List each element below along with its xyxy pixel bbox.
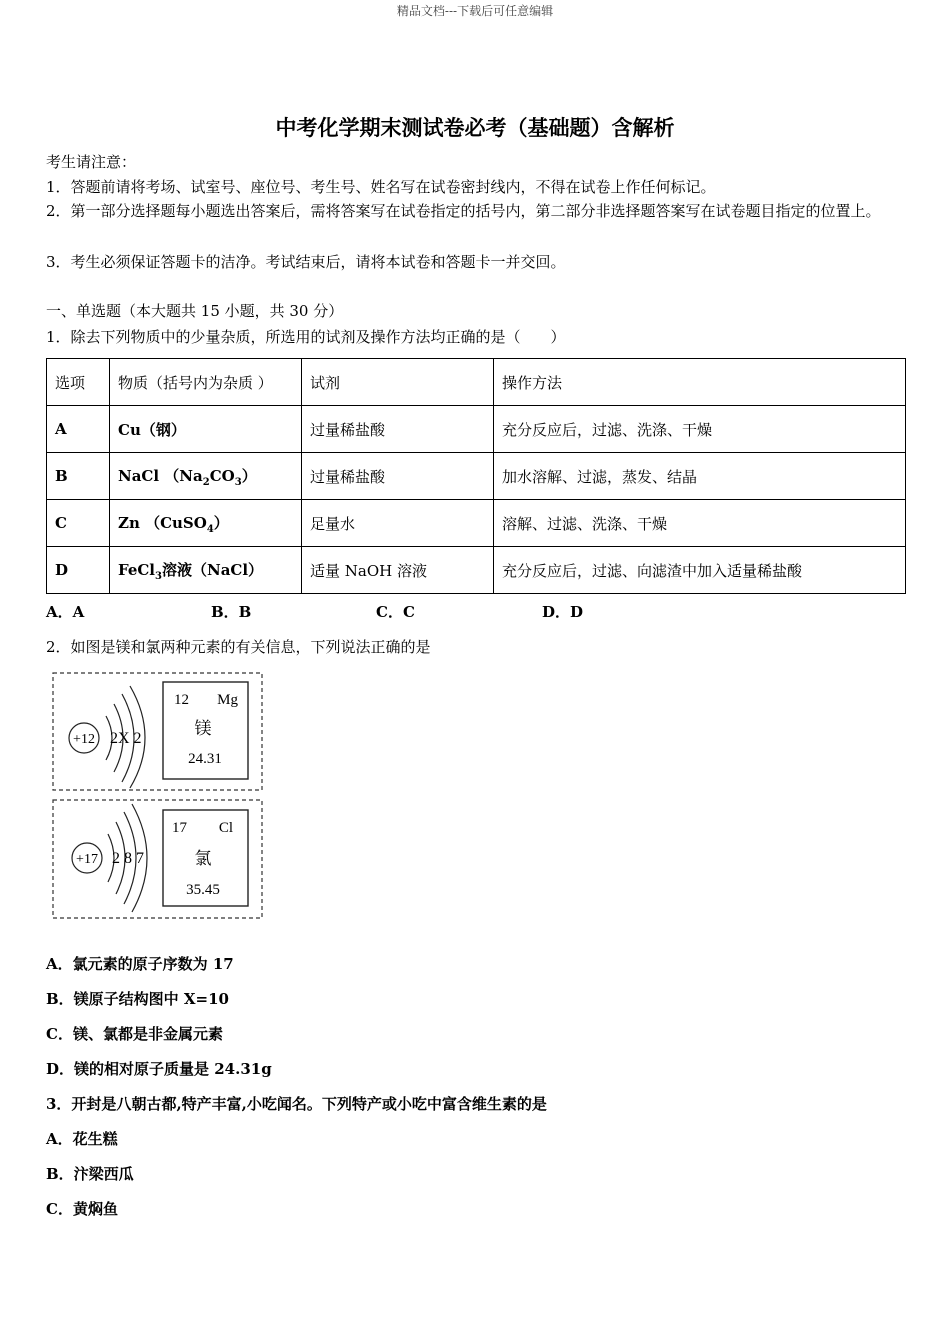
mg-name: 镁 bbox=[194, 719, 212, 738]
q1-choice-d: D．D bbox=[542, 603, 584, 621]
q2-option-d: D．镁的相对原子质量是 24.31g bbox=[46, 1060, 272, 1078]
table-header: 试剂 bbox=[302, 359, 494, 406]
table-header: 操作方法 bbox=[494, 359, 906, 406]
notice-item-2: 2．第一部分选择题每小题选出答案后，需将答案写在试卷指定的括号内，第二部分非选择题答案写在试卷题目指定的位置上。 bbox=[46, 202, 881, 220]
element-info-figure bbox=[52, 672, 266, 922]
q1-choice-a: A．A bbox=[46, 603, 85, 621]
q1-choice-b: B．B bbox=[211, 603, 252, 621]
cl-panel bbox=[53, 800, 262, 918]
q3-stem: 3．开封是八朝古都,特产丰富,小吃闻名。下列特产或小吃中富含维生素的是 bbox=[46, 1095, 547, 1113]
section-heading: 一、单选题（本大题共 15 小题，共 30 分） bbox=[46, 302, 344, 320]
table-row bbox=[47, 406, 906, 453]
cl-name: 氯 bbox=[194, 849, 212, 868]
table-row bbox=[47, 547, 906, 594]
formula-subscript: 4 bbox=[206, 523, 214, 535]
table-cell-reagent: 过量稀盐酸 bbox=[302, 453, 494, 500]
mg-nucleus-charge: +12 bbox=[73, 732, 95, 747]
table-row bbox=[47, 500, 906, 547]
table-cell-reagent: 过量稀盐酸 bbox=[302, 406, 494, 453]
header-note: 精品文档---下载后可任意编辑 bbox=[396, 4, 554, 18]
notice-item-1: 1．答题前请将考场、试室号、座位号、考生号、姓名写在试卷密封线内，不得在试卷上作任何标记。 bbox=[46, 178, 716, 196]
formula-part: FeCl bbox=[118, 560, 156, 579]
formula-part: NaCl （Na bbox=[118, 466, 203, 485]
formula-subscript: 2 bbox=[202, 476, 210, 488]
q2-option-a: A．氯元素的原子序数为 17 bbox=[46, 955, 234, 973]
formula-subscript: 3 bbox=[155, 570, 162, 582]
table-cell-reagent: 足量水 bbox=[302, 500, 494, 547]
q3-option-c: C．黄焖鱼 bbox=[46, 1200, 118, 1218]
mg-atomic-number: 12 bbox=[174, 692, 189, 708]
q2-option-c: C．镁、氯都是非金属元素 bbox=[46, 1025, 223, 1043]
cl-symbol: Cl bbox=[218, 820, 233, 836]
table-cell-substance: Cu（钢） bbox=[110, 406, 302, 453]
mg-symbol: Mg bbox=[217, 692, 238, 708]
table-header: 选项 bbox=[47, 359, 110, 406]
cl-shell-electrons: 2 8 7 bbox=[112, 850, 144, 867]
q1-stem: 1．除去下列物质中的少量杂质，所选用的试剂及操作方法均正确的是（ ） bbox=[46, 328, 566, 346]
q1-choice-c: C．C bbox=[376, 603, 415, 621]
table-cell-substance bbox=[110, 500, 302, 547]
cl-atomic-mass: 35.45 bbox=[186, 882, 220, 898]
formula-part: 溶液（NaCl） bbox=[161, 560, 264, 579]
table-cell-reagent: 适量 NaOH 溶液 bbox=[302, 547, 494, 594]
q2-stem: 2．如图是镁和氯两种元素的有关信息，下列说法正确的是 bbox=[46, 638, 431, 656]
table-cell-option: B bbox=[47, 453, 110, 500]
formula-part: ） bbox=[241, 466, 257, 485]
table-cell-option: D bbox=[47, 547, 110, 594]
table-row bbox=[47, 453, 906, 500]
notice-heading: 考生请注意： bbox=[46, 153, 137, 171]
q1-table bbox=[46, 358, 906, 594]
mg-atomic-mass: 24.31 bbox=[188, 751, 222, 767]
cl-atomic-number: 17 bbox=[172, 820, 187, 836]
table-cell-substance bbox=[110, 453, 302, 500]
table-cell-method: 充分反应后，过滤、洗涤、干燥 bbox=[494, 406, 906, 453]
formula-subscript: 3 bbox=[234, 476, 242, 488]
formula-part: ） bbox=[213, 513, 229, 532]
q3-option-a: A．花生糕 bbox=[46, 1130, 118, 1148]
table-cell-method: 充分反应后，过滤、向滤渣中加入适量稀盐酸 bbox=[494, 547, 906, 594]
table-cell-substance bbox=[110, 547, 302, 594]
table-cell-option: C bbox=[47, 500, 110, 547]
q2-option-b: B．镁原子结构图中 X=10 bbox=[46, 990, 229, 1008]
table-header: 物质（括号内为杂质 ） bbox=[110, 359, 302, 406]
table-cell-option: A bbox=[47, 406, 110, 453]
mg-shell-electrons: 2X 2 bbox=[110, 730, 142, 747]
table-header-row bbox=[47, 359, 906, 406]
formula-part: CO bbox=[209, 466, 235, 485]
page-title: 中考化学期末测试卷必考（基础题）含解析 bbox=[275, 115, 675, 140]
formula-part: Zn （CuSO bbox=[118, 513, 207, 532]
table-cell-method: 加水溶解、过滤，蒸发、结晶 bbox=[494, 453, 906, 500]
table-cell-method: 溶解、过滤、洗涤、干燥 bbox=[494, 500, 906, 547]
mg-panel bbox=[53, 673, 262, 790]
q3-option-b: B．汴梁西瓜 bbox=[46, 1165, 134, 1183]
cl-nucleus-charge: +17 bbox=[76, 852, 98, 867]
notice-item-3: 3．考生必须保证答题卡的洁净。考试结束后，请将本试卷和答题卡一并交回。 bbox=[46, 253, 566, 271]
